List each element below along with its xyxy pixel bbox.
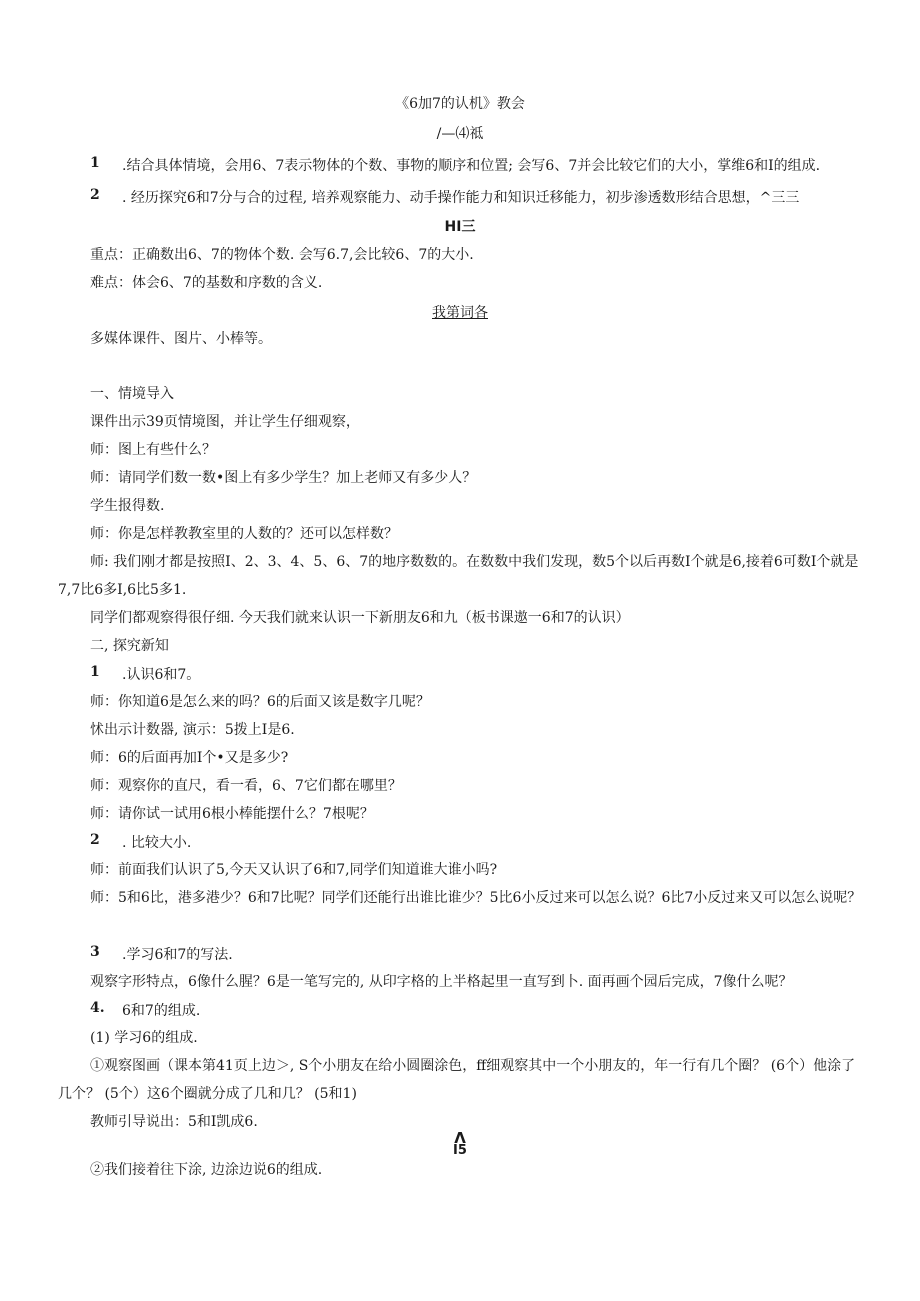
objective-text: . 经历探究6和7分与合的过程, 培养观察能力、动手操作能力和知识迁移能力，初步渗透数形结合思想，^三三 bbox=[122, 190, 800, 206]
objective-number: 2 bbox=[90, 187, 100, 203]
key-point: 重点：正确数出6、7的物体个数. 会写6.7,会比较6、7的大小. bbox=[90, 247, 474, 263]
text-line: 师：请同学们数一数•图上有多少学生？加上老师又有多少人？ bbox=[90, 470, 477, 486]
text-line: 同学们都观察得很仔细. 今天我们就来认识一下新朋友6和九（板书课遨一6和7的认识） bbox=[90, 610, 630, 626]
paragraph: 师: 我们刚才都是按照I、2、3、4、5、6、7的地序数数的。在数数中我们发现，数5个以后再数I个就是6,接着6可数I个就是7,7比6多I,6比5多1. bbox=[58, 554, 859, 598]
item-number: 3 bbox=[90, 944, 100, 960]
document-subtitle: /—⑷祗 bbox=[436, 126, 484, 142]
item-number: 1 bbox=[90, 664, 100, 680]
sub-heading: (1) 学习6的组成. bbox=[90, 1030, 198, 1046]
objective-number: 1 bbox=[90, 155, 100, 171]
diagram-bottom: I5 bbox=[453, 1143, 467, 1158]
item-number: 4. bbox=[90, 1000, 105, 1016]
item-heading: .认识6和7。 bbox=[122, 667, 201, 683]
difficult-point: 难点：体会6、7的基数和序数的含义. bbox=[90, 275, 323, 291]
objective-text: .结合具体情境，会用6、7表示物体的个数、事物的顺序和位置; 会写6、7并会比较它们的大小，掌维6和I的组成. bbox=[122, 158, 821, 174]
text-line: ②我们接着往下涂, 边涂边说6的组成. bbox=[90, 1162, 323, 1178]
section-heading: 一、情境导入 bbox=[90, 386, 174, 402]
text-line: 师：图上有些什么？ bbox=[90, 442, 216, 458]
text-line: 学生报得数. bbox=[90, 498, 165, 514]
paragraph: ①观察图画（课本第41页上边＞, S个小朋友在给小圆圈涂色，ff细观察其中一个小朋友的，年一行有几个圈？ (6个）他涂了几个？ (5个）这6个圈就分成了几和几？ (5和1) bbox=[58, 1058, 856, 1102]
text-line: 课件出示39页情境图，并让学生仔细观察， bbox=[90, 414, 360, 430]
item-heading: .学习6和7的写法. bbox=[122, 947, 233, 963]
marker-text: HI三 bbox=[444, 219, 476, 235]
text-line: 师：6的后面再加I个•又是多少? bbox=[90, 750, 289, 766]
document-title: 《6加7的认机》教会 bbox=[395, 96, 525, 112]
text-line: 师：请你试一试用6根小棒能摆什么？7根呢？ bbox=[90, 806, 374, 822]
item-number: 2 bbox=[90, 832, 100, 848]
item-heading: . 比较大小. bbox=[122, 835, 192, 851]
diagram-top: Λ bbox=[454, 1129, 466, 1147]
text-line: 师：你知道6是怎么来的吗？6的后面又该是数字几呢？ bbox=[90, 694, 430, 710]
section-heading: 二, 探究新知 bbox=[90, 638, 169, 654]
prep-text: 多媒体课件、图片、小棒等。 bbox=[90, 331, 272, 347]
text-line: 观察字形特点，6像什么腥？6是一笔写完的, 从印字格的上半格起里一直写到卜. 面再画个园后完成，7像什么呢？ bbox=[90, 974, 793, 990]
item-heading: 6和7的组成. bbox=[122, 1003, 201, 1019]
text-line: 师：观察你的直尺，看一看，6、7它们都在哪里？ bbox=[90, 778, 402, 794]
text-line: 教师引导说出：5和I凯成6. bbox=[90, 1114, 258, 1130]
text-line: 师：你是怎样教教室里的人数的？还可以怎样数？ bbox=[90, 526, 398, 542]
text-line: 怵出示计数器, 演示：5拨上I是6. bbox=[90, 722, 295, 738]
prep-heading: 我第词各 bbox=[432, 305, 488, 321]
paragraph: 师：5和6比，港多港少？6和7比呢？同学们还能行出谁比谁少？5比6小反过来可以怎么说？6比7小反过来又可以怎么说呢？ bbox=[90, 890, 862, 906]
text-line: 师：前面我们认识了5,今天又认识了6和7,同学们知道谁大谁小吗? bbox=[90, 862, 498, 878]
